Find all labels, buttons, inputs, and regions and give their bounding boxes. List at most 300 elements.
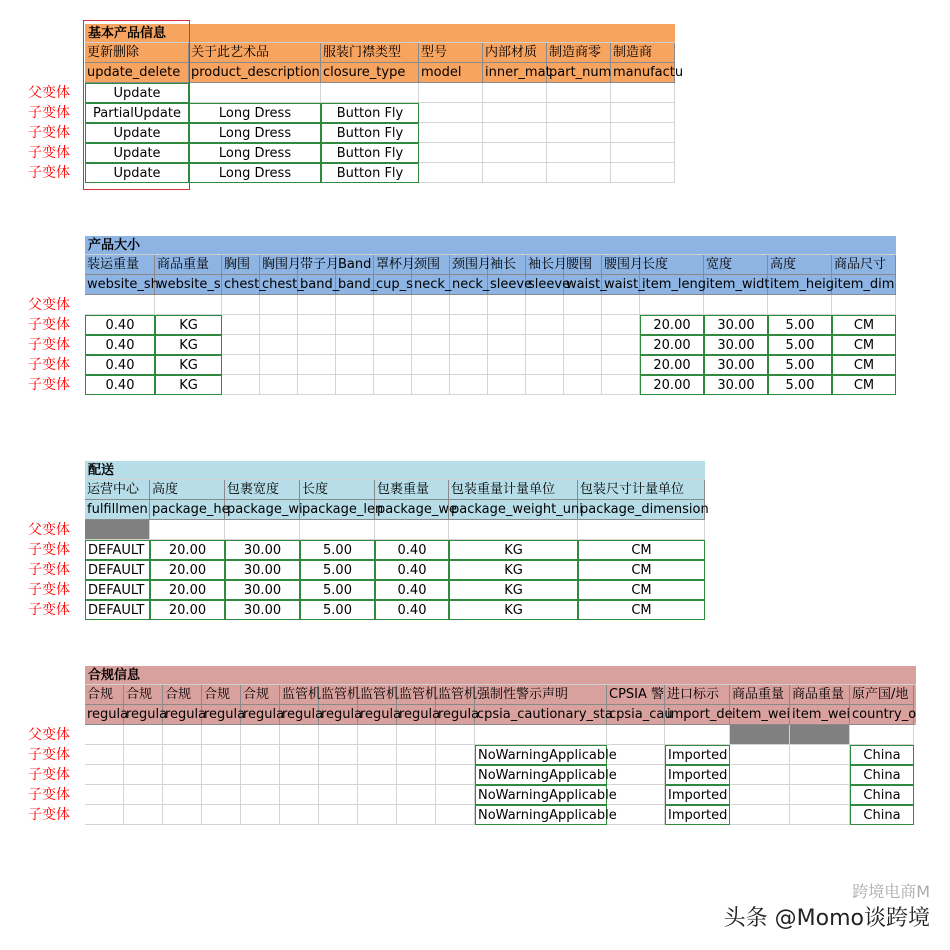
table-cell[interactable] (436, 725, 475, 745)
table-cell[interactable]: NoWarningApplicable (475, 805, 607, 825)
column-header[interactable]: 合规 (202, 685, 241, 705)
table-cell[interactable] (155, 295, 222, 315)
column-header[interactable]: 型号 (419, 43, 483, 63)
table-cell[interactable] (488, 375, 526, 395)
table-cell[interactable] (704, 295, 768, 315)
table-cell[interactable] (564, 335, 602, 355)
field-key[interactable]: waist_ (602, 275, 640, 295)
field-key[interactable]: package_weight_uni (449, 500, 578, 520)
table-cell[interactable] (280, 765, 319, 785)
table-cell[interactable]: Long Dress (189, 123, 321, 143)
table-cell[interactable] (397, 745, 436, 765)
column-header[interactable]: 袖长 (488, 255, 526, 275)
column-header[interactable]: 进口标示 (665, 685, 730, 705)
table-cell[interactable] (202, 765, 241, 785)
table-cell[interactable]: 20.00 (640, 315, 704, 335)
table-cell[interactable] (397, 805, 436, 825)
field-key[interactable]: inner_mat (483, 63, 547, 83)
field-key[interactable]: regula (280, 705, 319, 725)
column-header[interactable]: 内部材质 (483, 43, 547, 63)
field-key[interactable]: update_delete (85, 63, 189, 83)
table-cell[interactable] (488, 335, 526, 355)
table-cell[interactable] (260, 375, 298, 395)
column-header[interactable]: 带子月 (298, 255, 336, 275)
table-cell[interactable]: KG (449, 560, 578, 580)
table-cell[interactable] (607, 745, 665, 765)
table-cell[interactable]: 20.00 (640, 335, 704, 355)
column-header[interactable]: 关于此艺术品 (189, 43, 321, 63)
table-cell[interactable] (526, 355, 564, 375)
field-key[interactable]: item_widt (704, 275, 768, 295)
field-key[interactable]: regula (85, 705, 124, 725)
table-cell[interactable]: NoWarningApplicable (475, 765, 607, 785)
field-key[interactable]: part_num (547, 63, 611, 83)
table-cell[interactable]: China (850, 745, 914, 765)
column-header[interactable]: 装运重量 (85, 255, 155, 275)
column-header[interactable]: 包装尺寸计量单位 (578, 480, 705, 500)
table-cell[interactable] (202, 725, 241, 745)
table-cell[interactable] (607, 805, 665, 825)
field-key[interactable]: band_ (298, 275, 336, 295)
table-cell[interactable] (280, 805, 319, 825)
table-cell[interactable] (607, 785, 665, 805)
table-cell[interactable] (790, 765, 850, 785)
table-cell[interactable] (730, 745, 790, 765)
table-cell[interactable] (222, 335, 260, 355)
table-cell[interactable] (163, 745, 202, 765)
column-header[interactable]: 监管机 (397, 685, 436, 705)
table-cell[interactable]: China (850, 785, 914, 805)
table-cell[interactable]: KG (155, 335, 222, 355)
field-key[interactable]: regula (436, 705, 475, 725)
column-header[interactable]: 包裹重量 (375, 480, 449, 500)
column-header[interactable]: 袖长月 (526, 255, 564, 275)
table-cell[interactable] (564, 375, 602, 395)
table-cell[interactable]: Long Dress (189, 163, 321, 183)
field-key[interactable]: regula (124, 705, 163, 725)
table-cell[interactable]: Update (85, 83, 189, 103)
column-header[interactable]: 合规 (85, 685, 124, 705)
table-cell[interactable]: China (850, 805, 914, 825)
table-cell[interactable]: 20.00 (150, 600, 225, 620)
table-cell[interactable] (488, 295, 526, 315)
table-cell[interactable]: 0.40 (375, 560, 449, 580)
table-cell[interactable]: KG (155, 375, 222, 395)
table-cell[interactable] (578, 520, 705, 540)
table-cell[interactable] (374, 295, 412, 315)
table-cell[interactable]: Update (85, 163, 189, 183)
table-cell[interactable] (321, 83, 419, 103)
table-cell[interactable]: 30.00 (704, 355, 768, 375)
field-key[interactable]: regula (397, 705, 436, 725)
column-header[interactable]: 腰围月 (602, 255, 640, 275)
table-cell[interactable] (397, 785, 436, 805)
table-cell[interactable]: 20.00 (150, 540, 225, 560)
field-key[interactable]: sleeve (526, 275, 564, 295)
table-cell[interactable] (336, 335, 374, 355)
table-cell[interactable] (450, 335, 488, 355)
field-key[interactable]: item_wei (790, 705, 850, 725)
table-cell[interactable] (298, 295, 336, 315)
column-header[interactable]: 商品重量 (155, 255, 222, 275)
field-key[interactable]: regula (319, 705, 358, 725)
column-header[interactable]: 罩杯月 (374, 255, 412, 275)
column-header[interactable]: 监管机 (280, 685, 319, 705)
table-cell[interactable] (222, 295, 260, 315)
table-cell[interactable]: 20.00 (150, 560, 225, 580)
table-cell[interactable]: 30.00 (704, 335, 768, 355)
table-cell[interactable] (564, 355, 602, 375)
field-key[interactable]: cpsia_cau (607, 705, 665, 725)
field-key[interactable]: package_we (375, 500, 449, 520)
table-cell[interactable] (319, 785, 358, 805)
table-cell[interactable]: 30.00 (225, 580, 300, 600)
table-cell[interactable] (526, 335, 564, 355)
table-cell[interactable] (488, 315, 526, 335)
table-cell[interactable]: 5.00 (300, 540, 375, 560)
table-cell[interactable] (730, 765, 790, 785)
table-cell[interactable] (280, 785, 319, 805)
table-cell[interactable] (602, 315, 640, 335)
table-cell[interactable]: 5.00 (300, 560, 375, 580)
table-cell[interactable] (124, 745, 163, 765)
column-header[interactable]: 监管机 (358, 685, 397, 705)
table-cell[interactable]: Imported (665, 765, 730, 785)
table-cell[interactable] (358, 785, 397, 805)
table-cell[interactable] (124, 765, 163, 785)
table-cell[interactable] (436, 745, 475, 765)
column-header[interactable]: 更新删除 (85, 43, 189, 63)
table-cell[interactable] (260, 295, 298, 315)
table-cell[interactable] (602, 375, 640, 395)
table-cell[interactable] (241, 745, 280, 765)
column-header[interactable]: 制造商零 (547, 43, 611, 63)
field-key[interactable]: cpsia_cautionary_sta (475, 705, 607, 725)
table-cell[interactable]: China (850, 765, 914, 785)
table-cell[interactable]: PartialUpdate (85, 103, 189, 123)
table-cell[interactable] (85, 745, 124, 765)
table-cell[interactable]: CM (832, 355, 896, 375)
table-cell[interactable] (260, 355, 298, 375)
field-key[interactable]: item_wei (730, 705, 790, 725)
table-cell[interactable]: 5.00 (300, 580, 375, 600)
table-cell[interactable] (280, 745, 319, 765)
table-cell[interactable] (300, 520, 375, 540)
table-cell[interactable]: 5.00 (768, 355, 832, 375)
table-cell[interactable] (483, 83, 547, 103)
table-cell[interactable]: 0.40 (85, 375, 155, 395)
table-cell[interactable] (85, 295, 155, 315)
table-cell[interactable] (488, 355, 526, 375)
table-cell[interactable] (319, 725, 358, 745)
table-cell[interactable]: 20.00 (150, 580, 225, 600)
table-cell[interactable] (419, 123, 483, 143)
table-cell[interactable] (547, 103, 611, 123)
table-cell[interactable] (419, 163, 483, 183)
field-key[interactable]: sleeve (488, 275, 526, 295)
table-cell[interactable]: NoWarningApplicable (475, 785, 607, 805)
column-header[interactable]: 高度 (768, 255, 832, 275)
table-cell[interactable] (607, 725, 665, 745)
table-cell[interactable] (163, 765, 202, 785)
table-cell[interactable]: 5.00 (768, 335, 832, 355)
field-key[interactable]: neck_ (412, 275, 450, 295)
table-cell[interactable]: Imported (665, 805, 730, 825)
column-header[interactable]: 胸围 (222, 255, 260, 275)
table-cell[interactable] (419, 103, 483, 123)
table-cell[interactable]: Button Fly (321, 123, 419, 143)
field-key[interactable]: package_wi (225, 500, 300, 520)
table-cell[interactable] (260, 315, 298, 335)
table-cell[interactable] (298, 375, 336, 395)
table-cell[interactable] (298, 315, 336, 335)
table-cell[interactable] (85, 725, 124, 745)
table-cell[interactable]: 5.00 (768, 375, 832, 395)
field-key[interactable]: chest_ (260, 275, 298, 295)
table-cell[interactable] (124, 785, 163, 805)
column-header[interactable]: 宽度 (704, 255, 768, 275)
column-header[interactable]: 运营中心 (85, 480, 150, 500)
table-cell[interactable]: Imported (665, 745, 730, 765)
table-cell[interactable] (260, 335, 298, 355)
table-cell[interactable] (450, 315, 488, 335)
table-cell[interactable]: 0.40 (375, 580, 449, 600)
field-key[interactable]: import_de (665, 705, 730, 725)
table-cell[interactable] (483, 123, 547, 143)
table-cell[interactable] (790, 785, 850, 805)
table-cell[interactable]: DEFAULT (85, 560, 150, 580)
table-cell[interactable] (358, 805, 397, 825)
column-header[interactable]: 监管机 (436, 685, 475, 705)
table-cell[interactable] (222, 375, 260, 395)
table-cell[interactable]: 5.00 (300, 600, 375, 620)
table-cell[interactable] (547, 83, 611, 103)
table-cell[interactable] (241, 785, 280, 805)
table-cell[interactable] (526, 295, 564, 315)
table-cell[interactable] (450, 375, 488, 395)
table-cell[interactable] (450, 355, 488, 375)
table-cell[interactable] (602, 355, 640, 375)
table-cell[interactable] (163, 785, 202, 805)
table-cell[interactable] (319, 765, 358, 785)
table-cell[interactable] (790, 745, 850, 765)
field-key[interactable]: neck_ (450, 275, 488, 295)
table-cell[interactable]: NoWarningApplicable (475, 745, 607, 765)
table-cell[interactable]: 30.00 (225, 560, 300, 580)
table-cell[interactable]: CM (832, 375, 896, 395)
column-header[interactable]: Band (336, 255, 374, 275)
column-header[interactable]: 合规 (241, 685, 280, 705)
table-cell[interactable] (336, 355, 374, 375)
table-cell[interactable] (526, 315, 564, 335)
table-cell[interactable] (602, 295, 640, 315)
field-key[interactable]: fulfillmen (85, 500, 150, 520)
field-key[interactable]: chest_ (222, 275, 260, 295)
table-cell[interactable]: KG (449, 580, 578, 600)
field-key[interactable]: closure_type (321, 63, 419, 83)
column-header[interactable]: 原产国/地 (850, 685, 914, 705)
table-cell[interactable] (298, 335, 336, 355)
table-cell[interactable]: Long Dress (189, 143, 321, 163)
column-header[interactable]: 制造商 (611, 43, 675, 63)
column-header[interactable]: 胸围月 (260, 255, 298, 275)
table-cell[interactable]: 0.40 (375, 600, 449, 620)
table-cell[interactable] (374, 355, 412, 375)
column-header[interactable]: 长度 (300, 480, 375, 500)
table-cell[interactable] (336, 295, 374, 315)
column-header[interactable]: CPSIA 警 (607, 685, 665, 705)
table-cell[interactable] (564, 315, 602, 335)
table-cell[interactable] (163, 725, 202, 745)
column-header[interactable]: 服装门襟类型 (321, 43, 419, 63)
table-cell[interactable] (449, 520, 578, 540)
table-cell[interactable]: CM (832, 335, 896, 355)
table-cell[interactable] (241, 725, 280, 745)
table-cell[interactable] (483, 163, 547, 183)
table-cell[interactable]: Button Fly (321, 103, 419, 123)
column-header[interactable]: 商品重量 (790, 685, 850, 705)
table-cell[interactable] (611, 103, 675, 123)
table-cell[interactable]: Update (85, 143, 189, 163)
table-cell[interactable]: 0.40 (375, 540, 449, 560)
table-cell[interactable] (419, 143, 483, 163)
table-cell[interactable] (483, 103, 547, 123)
column-header[interactable]: 长度 (640, 255, 704, 275)
column-header[interactable]: 强制性警示声明 (475, 685, 607, 705)
table-cell[interactable]: KG (449, 540, 578, 560)
table-cell[interactable] (436, 785, 475, 805)
table-cell[interactable] (768, 295, 832, 315)
table-cell[interactable] (319, 745, 358, 765)
table-cell[interactable]: Imported (665, 785, 730, 805)
table-cell[interactable]: DEFAULT (85, 540, 150, 560)
field-key[interactable]: item_heig (768, 275, 832, 295)
table-cell[interactable] (412, 315, 450, 335)
table-cell[interactable] (298, 355, 336, 375)
table-cell[interactable] (241, 765, 280, 785)
table-cell[interactable] (222, 355, 260, 375)
table-cell[interactable] (163, 805, 202, 825)
table-cell[interactable] (202, 785, 241, 805)
field-key[interactable]: website_sh (85, 275, 155, 295)
table-cell[interactable]: CM (578, 540, 705, 560)
table-cell[interactable] (611, 163, 675, 183)
table-cell[interactable]: 20.00 (640, 355, 704, 375)
table-cell[interactable] (526, 375, 564, 395)
table-cell[interactable]: CM (578, 600, 705, 620)
table-cell[interactable]: CM (578, 580, 705, 600)
field-key[interactable]: country_o (850, 705, 914, 725)
table-cell[interactable]: 0.40 (85, 315, 155, 335)
table-cell[interactable] (730, 785, 790, 805)
table-cell[interactable] (358, 725, 397, 745)
table-cell[interactable]: 30.00 (225, 540, 300, 560)
field-key[interactable]: model (419, 63, 483, 83)
field-key[interactable]: regula (358, 705, 397, 725)
table-cell[interactable] (475, 725, 607, 745)
table-cell[interactable] (790, 725, 850, 745)
table-cell[interactable] (222, 315, 260, 335)
table-cell[interactable]: 0.40 (85, 355, 155, 375)
table-cell[interactable] (225, 520, 300, 540)
column-header[interactable]: 颈围月 (450, 255, 488, 275)
column-header[interactable]: 合规 (163, 685, 202, 705)
column-header[interactable]: 腰围 (564, 255, 602, 275)
table-cell[interactable] (85, 765, 124, 785)
table-cell[interactable]: KG (155, 315, 222, 335)
field-key[interactable]: website_s (155, 275, 222, 295)
field-key[interactable]: band_ (336, 275, 374, 295)
table-cell[interactable] (412, 375, 450, 395)
field-key[interactable]: package_len (300, 500, 375, 520)
table-cell[interactable] (832, 295, 896, 315)
table-cell[interactable]: Button Fly (321, 143, 419, 163)
table-cell[interactable] (374, 315, 412, 335)
table-cell[interactable] (336, 375, 374, 395)
table-cell[interactable] (547, 123, 611, 143)
table-cell[interactable]: Update (85, 123, 189, 143)
column-header[interactable]: 颈围 (412, 255, 450, 275)
table-cell[interactable] (547, 143, 611, 163)
table-cell[interactable] (602, 335, 640, 355)
field-key[interactable]: item_leng (640, 275, 704, 295)
table-cell[interactable]: DEFAULT (85, 580, 150, 600)
field-key[interactable]: manufactu (611, 63, 675, 83)
table-cell[interactable] (665, 725, 730, 745)
table-cell[interactable]: KG (449, 600, 578, 620)
field-key[interactable]: regula (163, 705, 202, 725)
table-cell[interactable] (85, 785, 124, 805)
table-cell[interactable] (436, 805, 475, 825)
table-cell[interactable]: 30.00 (704, 315, 768, 335)
table-cell[interactable] (374, 375, 412, 395)
field-key[interactable]: cup_s (374, 275, 412, 295)
table-cell[interactable] (730, 805, 790, 825)
table-cell[interactable] (358, 765, 397, 785)
table-cell[interactable]: CM (578, 560, 705, 580)
table-cell[interactable] (730, 725, 790, 745)
table-cell[interactable] (547, 163, 611, 183)
column-header[interactable]: 监管机 (319, 685, 358, 705)
field-key[interactable]: waist_ (564, 275, 602, 295)
table-cell[interactable] (850, 725, 914, 745)
table-cell[interactable] (241, 805, 280, 825)
table-cell[interactable]: 30.00 (704, 375, 768, 395)
table-cell[interactable] (150, 520, 225, 540)
table-cell[interactable] (412, 355, 450, 375)
table-cell[interactable] (124, 725, 163, 745)
column-header[interactable]: 商品尺寸 (832, 255, 896, 275)
table-cell[interactable] (564, 295, 602, 315)
table-cell[interactable]: KG (155, 355, 222, 375)
table-cell[interactable] (412, 335, 450, 355)
table-cell[interactable] (336, 315, 374, 335)
table-cell[interactable]: 0.40 (85, 335, 155, 355)
table-cell[interactable] (412, 295, 450, 315)
field-key[interactable]: package_he (150, 500, 225, 520)
column-header[interactable]: 高度 (150, 480, 225, 500)
table-cell[interactable] (611, 123, 675, 143)
table-cell[interactable] (483, 143, 547, 163)
table-cell[interactable] (450, 295, 488, 315)
table-cell[interactable] (124, 805, 163, 825)
table-cell[interactable] (790, 805, 850, 825)
table-cell[interactable] (280, 725, 319, 745)
table-cell[interactable] (607, 765, 665, 785)
field-key[interactable]: regula (202, 705, 241, 725)
field-key[interactable]: package_dimension (578, 500, 705, 520)
field-key[interactable]: product_description (189, 63, 321, 83)
